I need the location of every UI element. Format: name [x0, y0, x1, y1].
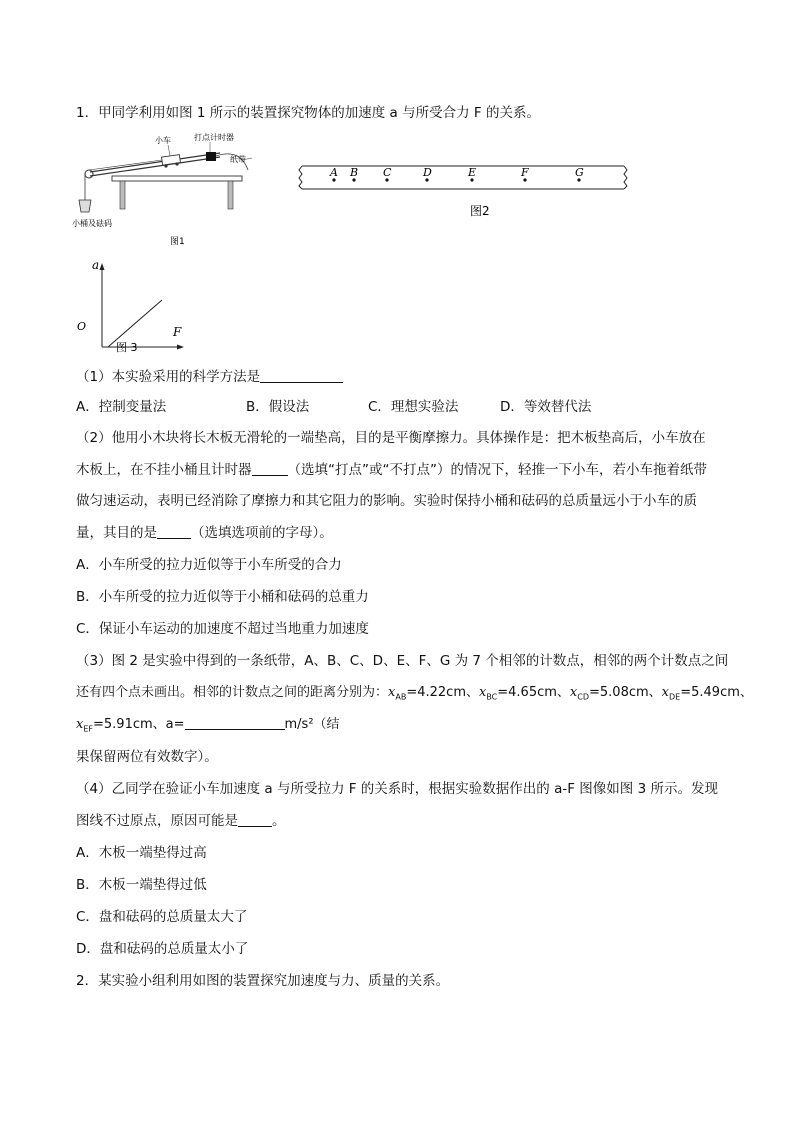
- figure-1-apparatus: [70, 130, 260, 250]
- q1-part1-option-a: A．控制变量法: [76, 399, 167, 415]
- q1-part2-line2: 木板上，在不挂小桶且计时器 （选填“打点”或“不打点”）的情况下，轻推一下小车，若小车拖着纸带: [76, 462, 707, 478]
- q1-part3-line3: $x_{EF}=5.91cm$、a= m/s²（结: [76, 717, 340, 734]
- q1-part1-option-d: D．等效替代法: [500, 399, 592, 415]
- q1-part2-line1: （2）他用小木块将长木板无滑轮的一端垫高，目的是平衡摩擦力。具体操作是：把木板垫高后，小车放在: [76, 430, 706, 446]
- q1-stem: 1．甲同学利用如图 1 所示的装置探究物体的加速度 a 与所受合力 F 的关系。: [76, 105, 540, 121]
- figure-2-paper-tape: [296, 158, 631, 222]
- cart-label: 小车: [155, 136, 171, 145]
- q1-part1-prompt: （1）本实验采用的科学方法是: [76, 367, 343, 387]
- q1-part3-line1: （3）图 2 是实验中得到的一条纸带，A、B、C、D、E、F、G 为 7 个相邻的计数点，相邻的两个计数点之间: [76, 653, 729, 669]
- q1-part4-line2: 图线不过原点，原因可能是 。: [76, 813, 286, 829]
- answer-blank-5[interactable]: [238, 812, 272, 827]
- timer-label: 打点计时器: [194, 133, 234, 142]
- q1-part4-option-d: D．盘和砝码的总质量太小了: [76, 941, 249, 957]
- tape-label: 纸带: [230, 155, 246, 164]
- answer-blank-2[interactable]: [252, 461, 288, 476]
- tape-point-label-f: F: [521, 166, 529, 179]
- origin-label: O: [77, 320, 87, 333]
- tape-point-label-g: G: [575, 166, 584, 179]
- figure-3-a-f-graph: [74, 255, 194, 355]
- f-axis-label: F: [173, 325, 182, 339]
- q1-part4-option-a: A．木板一端垫得过高: [76, 845, 207, 861]
- figure-2-caption: 图2: [470, 204, 490, 218]
- q1-part2-line3: 做匀速运动，表明已经消除了摩擦力和其它阻力的影响。实验时保持小桶和砝码的总质量远小于小车的质: [76, 493, 697, 509]
- answer-blank-4[interactable]: [185, 715, 285, 730]
- answer-blank-1[interactable]: [260, 368, 343, 383]
- tape-point-label-c: C: [383, 166, 392, 179]
- q1-part4-option-c: C．盘和砝码的总质量太大了: [76, 909, 248, 925]
- q1-part2-option-a: A．小车所受的拉力近似等于小车所受的合力: [76, 557, 342, 573]
- q1-part4-line1: （4）乙同学在验证小车加速度 a 与所受拉力 F 的关系时，根据实验数据作出的 a-F 图像如图 3 所示。发现: [76, 781, 718, 797]
- a-axis-label: a: [92, 258, 100, 272]
- q1-part2-line4: 量，其目的是 （选填选项前的字母）。: [76, 525, 333, 541]
- q1-part1-option-c: C．理想实验法: [368, 399, 459, 415]
- q1-part1-option-b: B．假设法: [246, 399, 310, 415]
- bucket-label: 小桶及砝码: [72, 219, 112, 228]
- tape-point-label-b: B: [350, 166, 359, 179]
- q1-part3-line4: 果保留两位有效数字）。: [76, 749, 218, 765]
- q1-part4-option-b: B．木板一端垫得过低: [76, 877, 207, 893]
- tape-point-label-e: E: [468, 166, 477, 179]
- q1-part3-line2: 还有四个点未画出。相邻的计数点之间的距离分别为：$x_{AB}=4.22cm$、$x_{BC}=4.65cm$、$x_{CD}=5.08cm$、$x_{DE}=5.49cm$、: [76, 685, 753, 702]
- figure-1-caption: 图1: [170, 237, 185, 247]
- tape-point-label-a: A: [330, 166, 338, 179]
- tape-point-label-d: D: [423, 166, 432, 179]
- q2-stem: 2．某实验小组利用如图的装置探究加速度与力、质量的关系。: [76, 973, 450, 989]
- figure-3-caption: 图 3: [116, 341, 138, 354]
- answer-blank-3[interactable]: [157, 524, 191, 539]
- q1-part2-option-b: B．小车所受的拉力近似等于小桶和砝码的总重力: [76, 589, 369, 605]
- q1-part2-option-c: C．保证小车运动的加速度不超过当地重力加速度: [76, 621, 369, 637]
